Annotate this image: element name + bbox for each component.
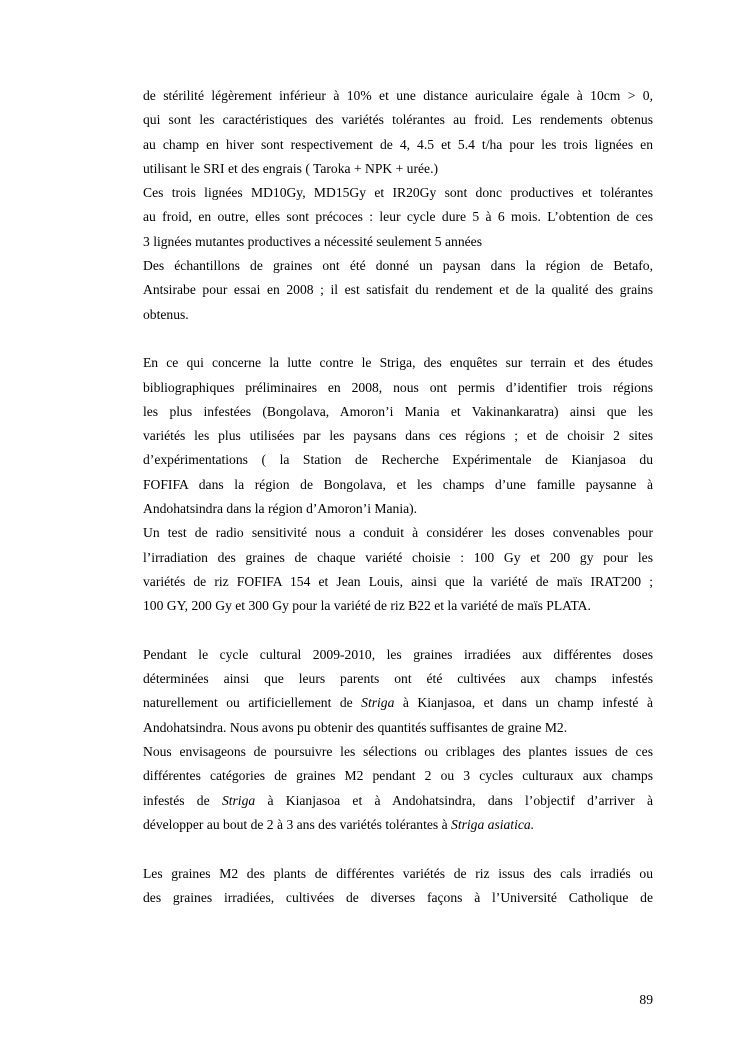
paragraph-striga-survey: [143, 351, 653, 618]
text-line: l’irradiation des graines de chaque variété choisie : 100 Gy et 200 gy pour les: [143, 549, 653, 565]
text-line: En ce qui concerne la lutte contre le Striga, des enquêtes sur terrain et des études: [143, 355, 653, 371]
paragraph-spacer: [143, 837, 653, 861]
document-body: [143, 84, 653, 910]
text-line: obtenus.: [143, 306, 189, 322]
paragraph-spacer: [143, 619, 653, 643]
text-line: Andohatsindra dans la région d’Amoron’i Mania).: [143, 501, 418, 517]
italic-term: Striga: [361, 695, 395, 711]
text-segment: à Kianjasoa, et dans un champ infesté à: [394, 695, 653, 711]
text-line: variétés les plus utilisées par les paysans dans ces régions ; et de choisir 2 sites: [143, 428, 653, 444]
text-line: 100 GY, 200 Gy et 300 Gy pour la variété de riz B22 et la variété de maïs PLATA.: [143, 598, 591, 614]
italic-term: Striga: [221, 792, 256, 808]
text-line: des graines irradiées, cultivées de diverses façons à l’Université Catholique de: [143, 889, 653, 905]
text-line: 3 lignées mutantes productives a nécessité seulement 5 années: [143, 233, 482, 249]
text-segment: à Kianjasoa et à Andohatsindra, dans l’objectif d’arriver à: [255, 792, 653, 808]
paragraph-spacer: [143, 327, 653, 351]
text-line: déterminées ainsi que leurs parents ont été cultivées aux champs infestés: [143, 671, 653, 687]
text-line: FOFIFA dans la région de Bongolava, et les champs d’une famille paysanne à: [143, 476, 653, 492]
text-line: Andohatsindra. Nous avons pu obtenir des quantités suffisantes de graine M2.: [143, 719, 568, 735]
text-line: Pendant le cycle cultural 2009-2010, les graines irradiées aux différentes doses: [143, 646, 653, 662]
text-line: Des échantillons de graines ont été donné un paysan dans la région de Betafo,: [143, 258, 653, 274]
text-segment: naturellement ou artificiellement de: [143, 695, 362, 711]
text-segment: infestés de: [143, 792, 222, 808]
text-line: [143, 789, 653, 813]
text-line: Un test de radio sensitivité nous a conduit à considérer les doses convenables pour: [143, 525, 653, 541]
paragraph-m2-seeds: [143, 862, 653, 911]
text-line: d’expérimentations ( la Station de Recherche Expérimentale de Kianjasoa du: [143, 452, 653, 468]
text-line: Les graines M2 des plants de différentes variétés de riz issus des cals irradiés ou: [143, 865, 653, 881]
text-line: bibliographiques préliminaires en 2008, nous ont permis d’identifier trois régions: [143, 379, 653, 395]
text-line: de stérilité légèrement inférieur à 10% et une distance auriculaire égale à 10cm > 0,: [143, 88, 653, 103]
text-line: [143, 813, 653, 837]
text-line: au froid, en outre, elles sont précoces : leur cycle dure 5 à 6 mois. L’obtention de ces: [143, 209, 653, 225]
text-line: les plus infestées (Bongolava, Amoron’i Mania et Vakinankaratra) ainsi que les: [143, 403, 653, 419]
text-segment: développer au bout de 2 à 3 ans des variétés tolérantes à: [143, 816, 452, 832]
text-line: variétés de riz FOFIFA 154 et Jean Louis, ainsi que la variété de maïs IRAT200 ;: [143, 573, 653, 589]
text-line: Nous envisageons de poursuivre les sélections ou criblages des plantes issues de ces: [143, 744, 653, 760]
page-number: 89: [639, 992, 653, 1007]
italic-term: Striga asiatica.: [451, 816, 535, 832]
text-line: qui sont les caractéristiques des variétés tolérantes au froid. Les rendements obtenus: [143, 112, 653, 128]
text-line: différentes catégories de graines M2 pendant 2 ou 3 cycles culturaux aux champs: [143, 768, 653, 784]
paragraph-cultural-cycle: [143, 643, 653, 837]
text-line: Antsirabe pour essai en 2008 ; il est satisfait du rendement et de la qualité des grains: [143, 282, 653, 298]
text-line: utilisant le SRI et des engrais ( Taroka + NPK + urée.): [143, 160, 438, 176]
text-line: au champ en hiver sont respectivement de 4, 4.5 et 5.4 t/ha pour les trois lignées en: [143, 136, 653, 152]
text-line: [143, 691, 653, 715]
text-line: Ces trois lignées MD10Gy, MD15Gy et IR20Gy sont donc productives et tolérantes: [143, 185, 653, 201]
paragraph-cold-tolerance: [143, 84, 653, 327]
